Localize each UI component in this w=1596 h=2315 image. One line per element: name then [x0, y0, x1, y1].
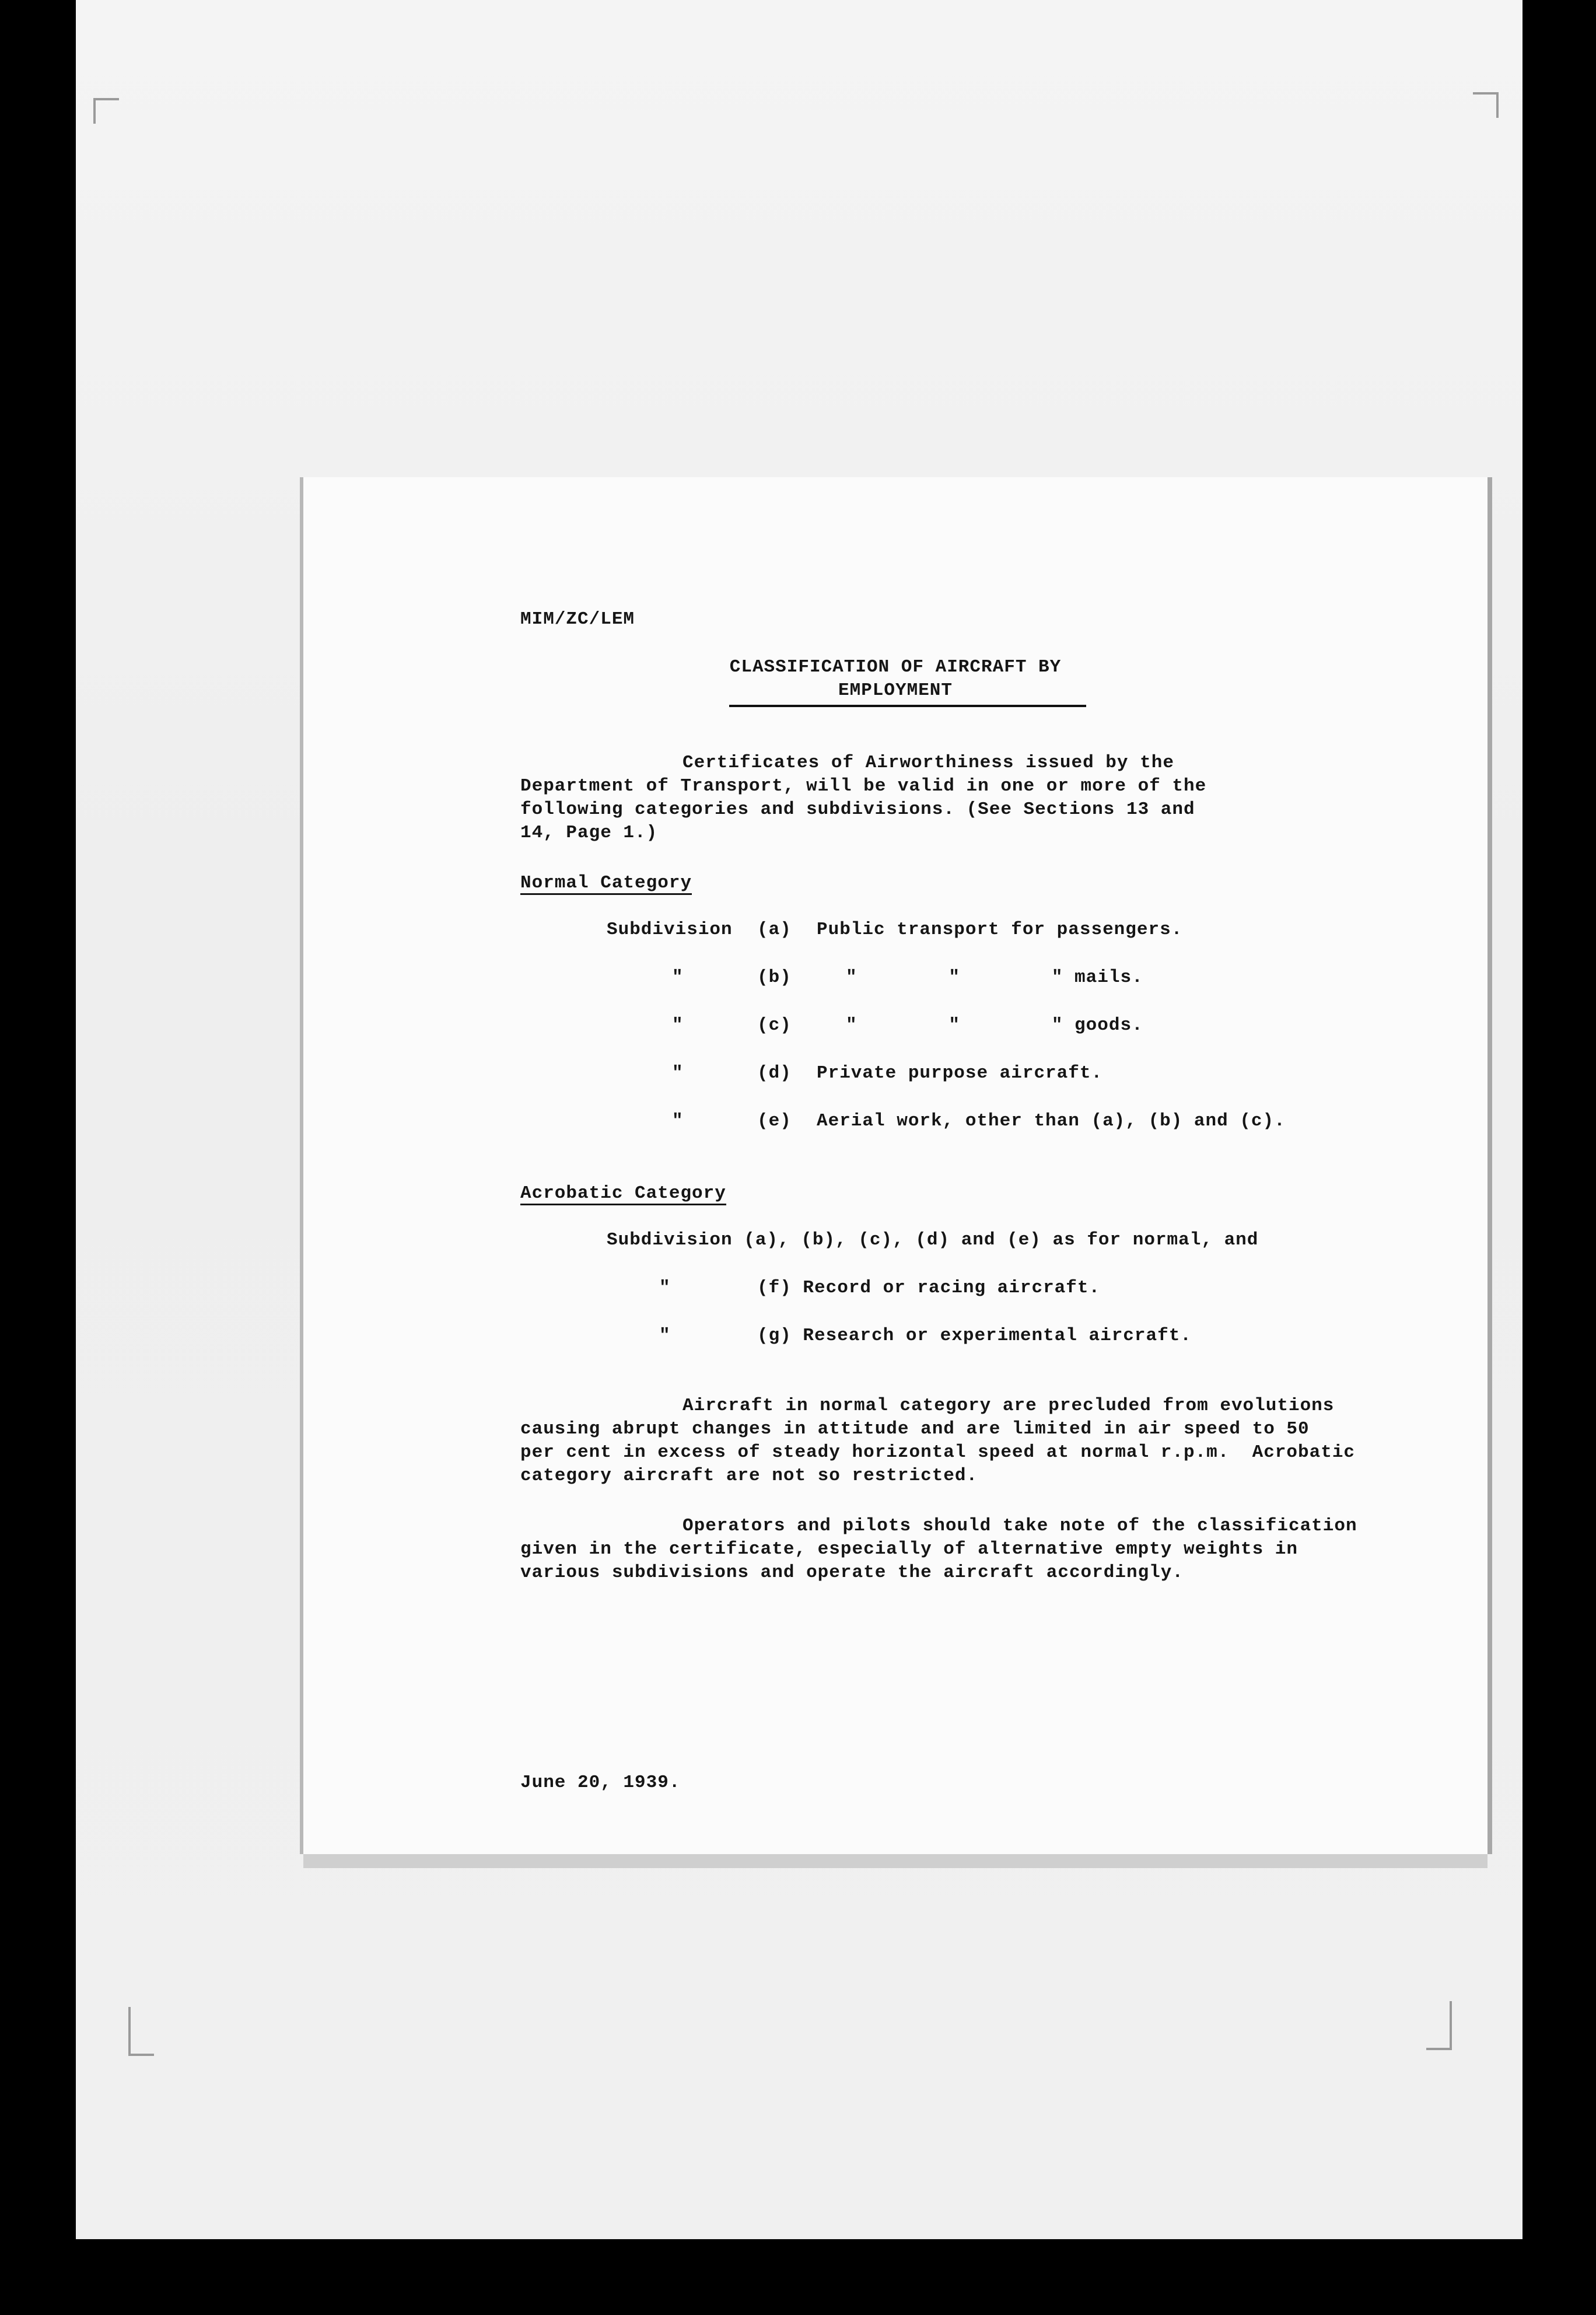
normal-row-d-label: " [672, 1063, 684, 1083]
acrobatic-row-f-label: " [659, 1278, 671, 1298]
restrictions-line-2: causing abrupt changes in attitude and are limited in air speed to 50 [520, 1419, 1310, 1439]
normal-row-a-text: Public transport for passengers. [817, 919, 1183, 940]
intro-line-1: Certificates of Airworthiness issued by the [682, 753, 1174, 773]
normal-row-d-letter: (d) [757, 1063, 792, 1083]
reference-code: MIM/ZC/LEM [520, 609, 635, 630]
frame-corner-top-right [1473, 92, 1499, 118]
operators-note-line-2: given in the certificate, especially of alternative empty weights in [520, 1539, 1298, 1559]
normal-category-heading: Normal Category [520, 874, 692, 895]
acrobatic-category-heading: Acrobatic Category [520, 1184, 726, 1205]
title-line-1: CLASSIFICATION OF AIRCRAFT BY [729, 657, 1062, 677]
frame-corner-top-left [93, 98, 119, 124]
restrictions-line-4: category aircraft are not so restricted. [520, 1466, 978, 1486]
restrictions-line-3: per cent in excess of steady horizontal speed at normal r.p.m. Acrobatic [520, 1442, 1356, 1463]
normal-row-a-letter: (a) [757, 919, 792, 940]
document-page [303, 477, 1488, 1854]
normal-row-e-text: Aerial work, other than (a), (b) and (c). [817, 1111, 1286, 1131]
acrobatic-subdivision-line: Subdivision (a), (b), (c), (d) and (e) as for normal, and [607, 1230, 1259, 1250]
normal-row-b-letter: (b) [757, 967, 792, 988]
intro-line-4: 14, Page 1.) [520, 823, 658, 843]
normal-row-c-label: " [672, 1015, 684, 1036]
acrobatic-row-f-text: (f) Record or racing aircraft. [757, 1278, 1101, 1298]
normal-row-a-label: Subdivision [607, 919, 733, 940]
normal-row-d-text: Private purpose aircraft. [817, 1063, 1103, 1083]
frame-corner-bottom-left [128, 2007, 154, 2056]
title-line-2: EMPLOYMENT [838, 680, 953, 701]
restrictions-line-1: Aircraft in normal category are precluded from evolutions [682, 1396, 1335, 1416]
operators-note-line-3: various subdivisions and operate the aircraft accordingly. [520, 1562, 1184, 1583]
acrobatic-row-g-label: " [659, 1326, 671, 1346]
normal-row-c-text: " " " goods. [846, 1015, 1143, 1036]
frame-corner-bottom-right [1426, 2001, 1452, 2050]
normal-row-b-text: " " " mails. [846, 967, 1143, 988]
document-date: June 20, 1939. [520, 1772, 681, 1793]
intro-line-3: following categories and subdivisions. (See Sections 13 and [520, 799, 1195, 820]
normal-row-e-letter: (e) [757, 1111, 792, 1131]
normal-row-b-label: " [672, 967, 684, 988]
intro-line-2: Department of Transport, will be valid in one or more of the [520, 776, 1207, 796]
title-underline [729, 705, 1086, 707]
acrobatic-row-g-text: (g) Research or experimental aircraft. [757, 1326, 1192, 1346]
normal-row-e-label: " [672, 1111, 684, 1131]
operators-note-line-1: Operators and pilots should take note of the classification [682, 1516, 1357, 1536]
normal-row-c-letter: (c) [757, 1015, 792, 1036]
